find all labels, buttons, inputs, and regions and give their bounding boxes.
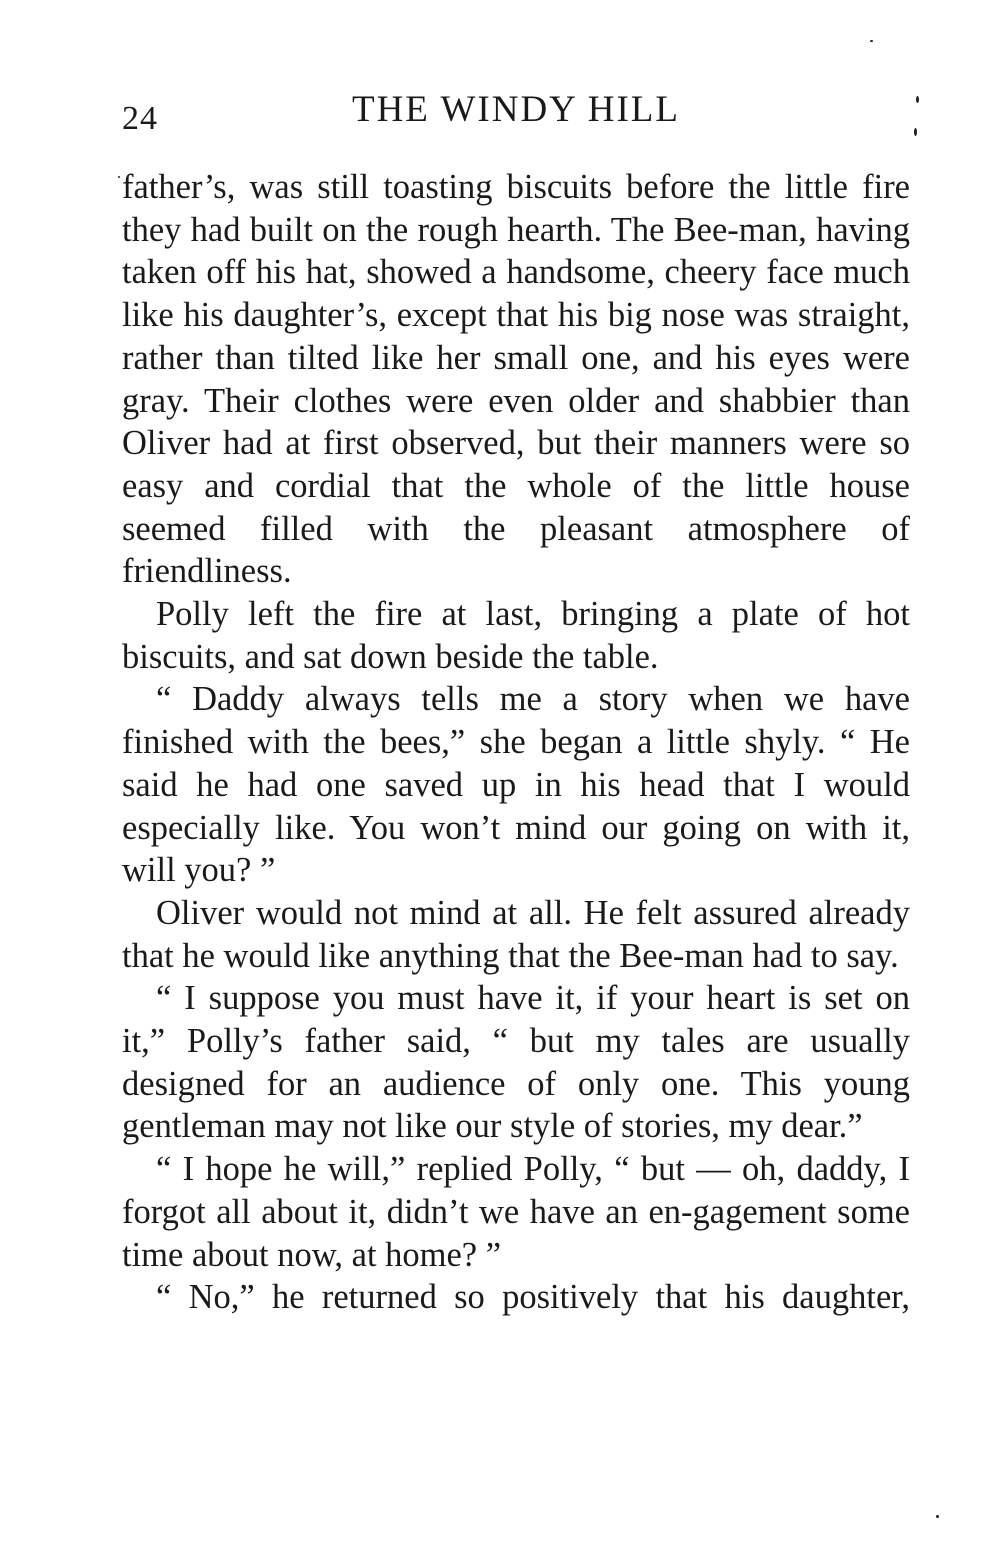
scan-speck <box>916 96 919 103</box>
scan-speck <box>118 176 120 178</box>
page-number: 24 <box>122 100 158 137</box>
paragraph-7: “ No,” he returned so positively that his daughter, <box>156 1278 910 1317</box>
page-header <box>122 88 910 144</box>
paragraph-2: Polly left the fire at last, bringing a plate of hot biscuits, and sat down beside the table. <box>122 595 910 676</box>
paragraph-3: “ Daddy always tells me a story when we have finished with the bees,” she began a little shyly. “ He said he had one saved up in his head that I would especially like. You won’t mind our going on with it, will you? ” <box>122 680 910 890</box>
scan-speck <box>936 1515 939 1518</box>
scan-speck <box>870 40 873 42</box>
paragraph-6: “ I hope he will,” replied Polly, “ but — oh, daddy, I forgot all about it, didn’t we have an en-gagement some time about now, at home? ” <box>122 1150 910 1274</box>
paragraph-4: Oliver would not mind at all. He felt assured already that he would like anything that the Bee-man had to say. <box>122 893 910 975</box>
paragraph-5: “ I suppose you must have it, if your heart is set on it,” Polly’s father said, “ but my tales are usually designed for an audience of only one. This young gentleman may not like our style of stories, my dear.” <box>122 979 910 1146</box>
body-text <box>122 166 910 1319</box>
paragraph-1: father’s, was still toasting biscuits before the little fire they had built on the rough hearth. The Bee-man, having taken off his hat, showed a handsome, cheery face much like his daughter’s, except that his big nose was straight, rather than tilted like her small one, and his eyes were gray. Their clothes were even older and shabbier than Oliver had at first observed, but their manners were so easy and cordial that the whole of the little house seemed filled with the pleasant atmosphere of friendliness. <box>122 168 910 591</box>
running-title: THE WINDY HILL <box>351 89 681 130</box>
scan-speck <box>914 128 917 136</box>
